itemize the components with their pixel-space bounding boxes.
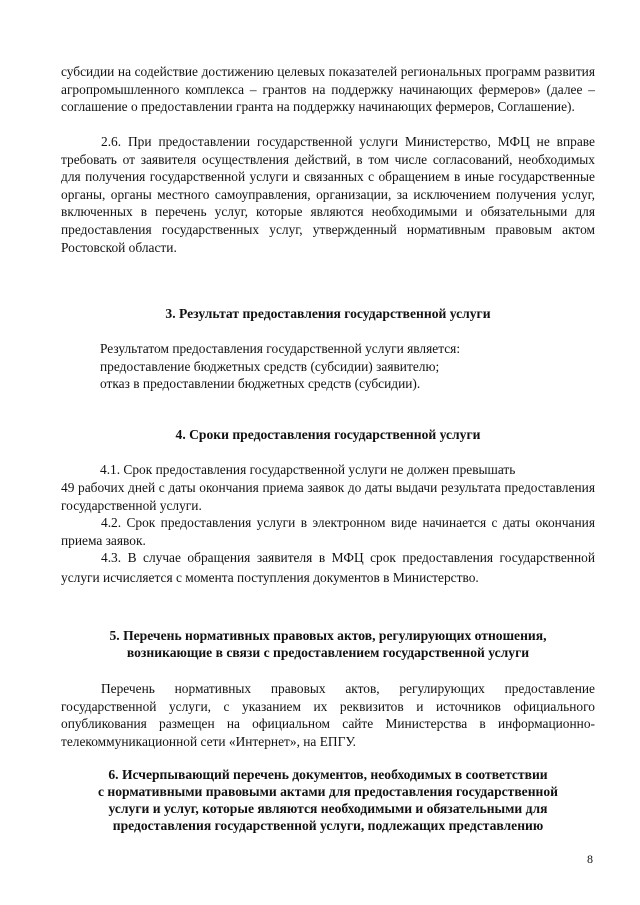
paragraph-4-1-first-line: 4.1. Срок предоставления государственной услуги не должен превышать [100,462,516,477]
paragraph-4-3: 4.3. В случае обращения заявителя в МФЦ срок предоставления государственной услуги исчисляется с момента поступления документов в Министерство. [61,550,595,585]
section-5-title-line-2: возникающие в связи с предоставлением государственной услуги [126,645,530,660]
page-number: 8 [587,852,593,866]
section-5-text: Перечень нормативных правовых актов, регулирующих предоставление государственной услуги, с указанием их реквизитов и источников официального опубликования размещен на официальном сайте Министерства в информационно-телекоммуникационной сети «Интернет», на ЕПГУ. [61,681,595,749]
paragraph-4-2: 4.2. Срок предоставления услуги в электронном виде начинается с даты окончания приема заявок. [61,515,595,548]
section-6-title-line-2: с нормативными правовыми актами для предоставления государственной [97,784,559,799]
section-6-title-line-3: услуги и услуг, которые являются необходимыми и обязательными для [108,801,548,816]
section-5-title-line-1: 5. Перечень нормативных правовых актов, регулирующих отношения, [109,628,547,643]
section-3-line-3: отказ в предоставлении бюджетных средств (субсидии). [100,376,421,391]
paragraph-intro: субсидии на содействие достижению целевых показателей региональных программ развития агропромышленного комплекса – грантов на поддержку начинающих фермеров» (далее – соглашение о предоставлении гранта на поддержку начинающих фермеров, Соглашение). [61,64,595,115]
paragraph-4-1: 49 рабочих дней с даты окончания приема заявок до даты выдачи результата предоставления государственной услуги. [61,480,595,513]
paragraph-2-6: 2.6. При предоставлении государственной услуги Министерство, МФЦ не вправе требовать от заявителя осуществления действий, в том числе согласований, необходимых для получения государственной услуги и связанных с обращением в иные государственные органы, органы местного самоуправления, организации, за исключением получения услуг, включенных в перечень услуг, которые являются необходимыми и обязательными для предоставления государственных услуг, утвержденный нормативным правовым актом Ростовской области. [61,134,595,255]
section-4-title: 4. Сроки предоставления государственной услуги [175,427,481,442]
section-3-title: 3. Результат предоставления государственной услуги [165,306,491,321]
section-6-title-line-4: предоставления государственной услуги, подлежащих представлению [112,818,544,833]
section-6-title-line-1: 6. Исчерпывающий перечень документов, необходимых в соответствии [108,767,548,782]
section-3-line-2: предоставление бюджетных средств (субсидии) заявителю; [100,359,440,374]
section-3-line-1: Результатом предоставления государственной услуги является: [100,341,461,356]
